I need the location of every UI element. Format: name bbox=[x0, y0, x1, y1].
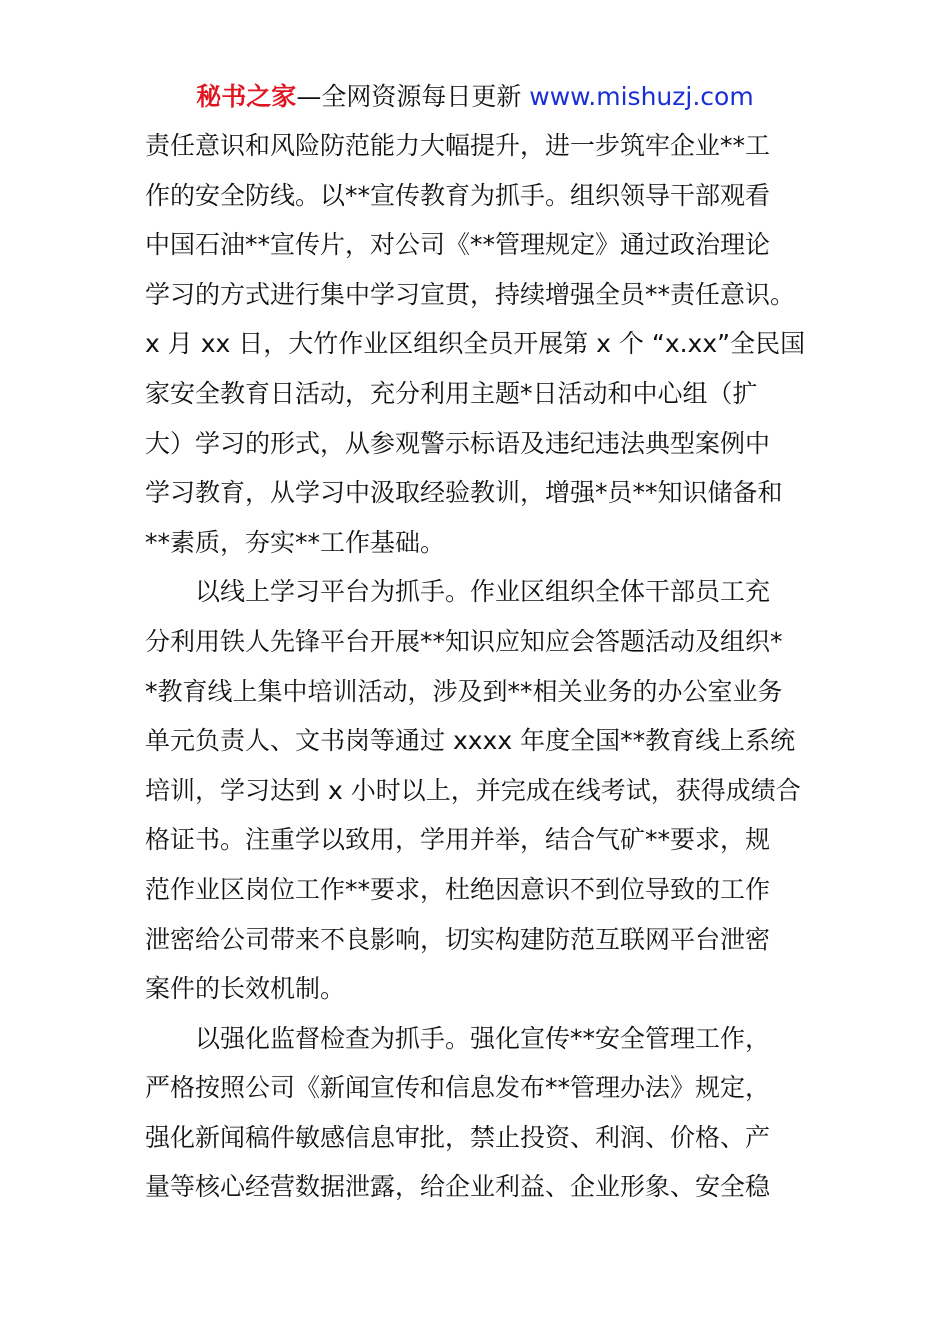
text-line: 学习的方式进行集中学习宣贯，持续增强全员**责任意识。 bbox=[145, 279, 796, 309]
text-line: 分利用铁人先锋平台开展**知识应知应会答题活动及组织* bbox=[145, 626, 783, 656]
text-line: 强化新闻稿件敏感信息审批，禁止投资、利润、价格、产 bbox=[145, 1122, 771, 1152]
text-line: 中国石油**宣传片，对公司《**管理规定》通过政治理论 bbox=[145, 230, 771, 260]
text-line: 格证书。注重学以致用，学用并举，结合气矿**要求，规 bbox=[145, 825, 771, 855]
paragraph bbox=[145, 567, 815, 1013]
text-line: 范作业区岗位工作**要求，杜绝因意识不到位导致的工作 bbox=[145, 874, 771, 904]
text-line: 培训，学习达到 x 小时以上，并完成在线考试，获得成绩合 bbox=[145, 775, 801, 805]
text-line: 大）学习的形式，从参观警示标语及违纪违法典型案例中 bbox=[145, 428, 771, 458]
text-line: **素质，夯实**工作基础。 bbox=[145, 527, 446, 557]
text-line: 学习教育，从学习中汲取经验教训，增强*员**知识储备和 bbox=[145, 478, 783, 508]
text-line: 案件的长效机制。 bbox=[145, 974, 346, 1004]
brand-name: 秘书之家 bbox=[196, 82, 297, 111]
text-line: 责任意识和风险防范能力大幅提升，进一步筑牢企业**工 bbox=[145, 131, 771, 160]
text-line: *教育线上集中培训活动，涉及到**相关业务的办公室业务 bbox=[145, 676, 783, 706]
text-line: 以线上学习平台为抓手。作业区组织全体干部员工充 bbox=[195, 577, 771, 607]
site-url: www.mishuzj.com bbox=[529, 82, 754, 111]
text-line: 家安全教育日活动，充分利用主题*日活动和中心组（扩 bbox=[145, 378, 758, 408]
paragraph bbox=[145, 121, 815, 567]
text-line: 量等核心经营数据泄露，给企业利益、企业形象、安全稳 bbox=[145, 1172, 771, 1202]
page-header bbox=[0, 80, 950, 114]
text-line: 以强化监督检查为抓手。强化宣传**安全管理工作， bbox=[195, 1023, 771, 1053]
text-line: 严格按照公司《新闻宣传和信息发布**管理办法》规定， bbox=[145, 1073, 771, 1103]
header-tagline: —全网资源每日更新 bbox=[296, 82, 530, 111]
text-line: 作的安全防线。以**宣传教育为抓手。组织领导干部观看 bbox=[145, 180, 771, 210]
text-line: x 月 xx 日，大竹作业区组织全员开展第 x 个 “x.xx”全民国 bbox=[145, 329, 806, 359]
paragraph bbox=[145, 1014, 815, 1212]
text-line: 泄密给公司带来不良影响，切实构建防范互联网平台泄密 bbox=[145, 924, 771, 954]
text-line: 单元负责人、文书岗等通过 xxxx 年度全国**教育线上系统 bbox=[145, 726, 796, 756]
document-body bbox=[145, 121, 815, 1212]
